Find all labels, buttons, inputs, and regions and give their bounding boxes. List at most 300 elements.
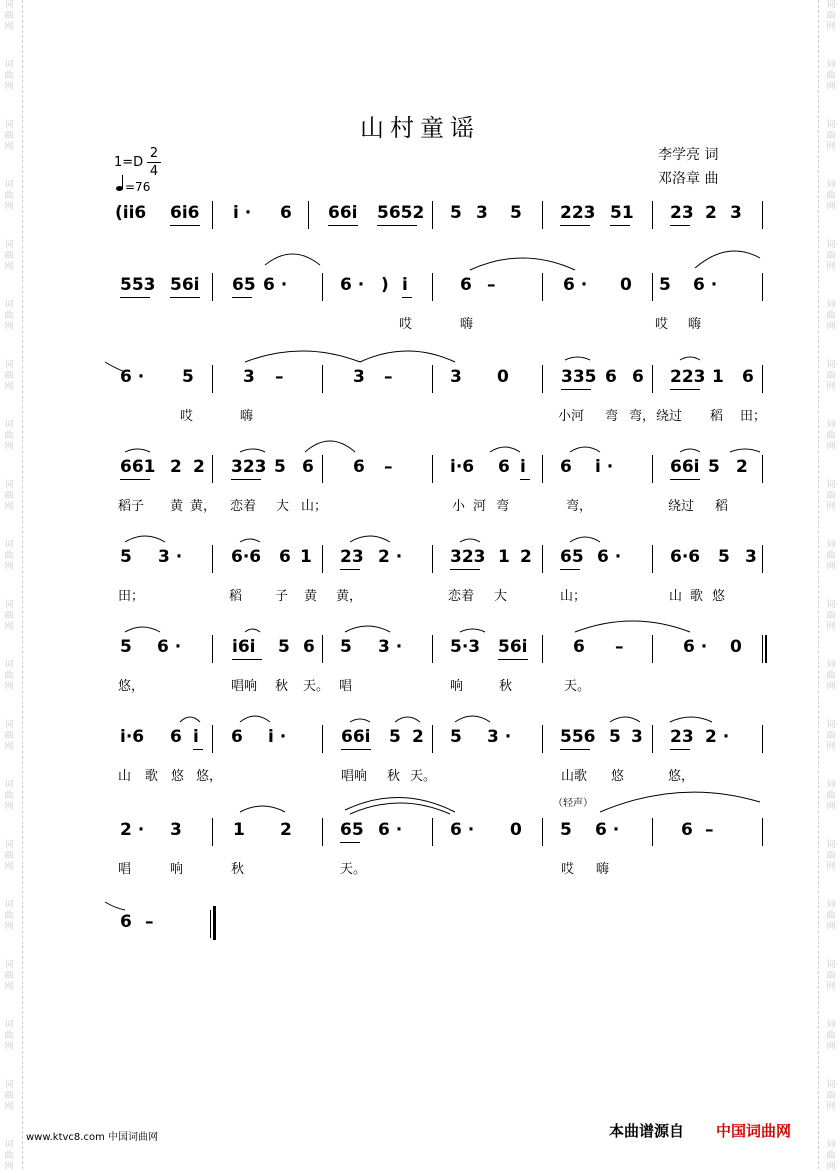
- note-group: 661: [120, 457, 156, 477]
- watermark-glyph: 曲: [4, 311, 14, 321]
- lyric: 悠，: [196, 769, 223, 784]
- lyric: 哎: [561, 862, 575, 877]
- lyric: 唱响: [231, 679, 258, 694]
- note-group: 5: [560, 820, 572, 840]
- watermark-glyph: 词: [826, 1020, 836, 1030]
- watermark-glyph: 曲: [826, 791, 836, 801]
- watermark-glyph: 网: [4, 502, 14, 512]
- note-group: 6: [632, 367, 644, 387]
- watermark-glyph: 曲: [826, 131, 836, 141]
- note-group: 5: [389, 727, 401, 747]
- lyric: 黄，: [190, 499, 217, 514]
- watermark-glyph: 词: [826, 600, 836, 610]
- lyric: 大: [276, 499, 290, 514]
- slur: [240, 449, 265, 452]
- watermark-glyph: 词: [4, 60, 14, 70]
- watermark-glyph: 词: [826, 480, 836, 490]
- slur: [570, 537, 600, 542]
- watermark-glyph: 词: [4, 360, 14, 370]
- watermark-glyph: 曲: [826, 191, 836, 201]
- lyric: 歌: [690, 589, 704, 604]
- slur: [460, 629, 485, 632]
- lyric: 山；: [301, 499, 328, 514]
- watermark-glyph: 网: [4, 562, 14, 572]
- note-group: 6: [170, 727, 182, 747]
- footer-brand: 中国词曲网: [716, 1122, 792, 1140]
- footer-source-label: 本曲谱源自: [609, 1122, 685, 1140]
- note-group: 223: [560, 203, 596, 223]
- watermark-glyph: 网: [826, 862, 836, 872]
- composer-credit: 邓洛章 曲: [658, 171, 719, 187]
- note-group: 6·6: [231, 547, 262, 567]
- watermark-glyph: 词: [4, 540, 14, 550]
- slur: [105, 902, 125, 910]
- note-group: i̇6i̇: [232, 637, 256, 657]
- slur: [245, 629, 260, 632]
- slur: [570, 447, 600, 452]
- note-group: 6: [498, 457, 510, 477]
- note-group: i̇ ·: [268, 727, 287, 747]
- lyric: 山: [118, 769, 132, 784]
- note-group: 2: [170, 457, 182, 477]
- watermark-glyph: 词: [826, 180, 836, 190]
- watermark-glyph: 曲: [4, 911, 14, 921]
- lyric: 天。: [340, 862, 367, 877]
- note-group: 6: [353, 457, 365, 477]
- watermark-glyph: 网: [826, 682, 836, 692]
- time-signature-top: 2: [149, 146, 159, 161]
- note-group: 556: [560, 727, 596, 747]
- lyric: 哎: [180, 409, 194, 424]
- lyric: 天。: [564, 679, 591, 694]
- watermark-glyph: 网: [4, 922, 14, 932]
- lyric: 唱: [118, 862, 132, 877]
- note-group: 5: [274, 457, 286, 477]
- watermark-glyph: 词: [4, 960, 14, 970]
- note-group: 323: [450, 547, 486, 567]
- note-group: 6 ·: [563, 275, 588, 295]
- watermark-glyph: 词: [826, 60, 836, 70]
- dynamics-annotation: （轻声）: [553, 798, 593, 809]
- note-group: 3: [730, 203, 742, 223]
- note-group: i̇: [520, 457, 526, 477]
- note-group: 0: [730, 637, 742, 657]
- watermark-glyph: 曲: [4, 131, 14, 141]
- watermark-glyph: 网: [4, 802, 14, 812]
- note-group: 6: [120, 912, 132, 932]
- note-group: 6 ·: [157, 637, 182, 657]
- watermark-glyph: 网: [4, 202, 14, 212]
- note-group: (i̇i̇6: [115, 203, 147, 223]
- watermark-glyph: 网: [4, 142, 14, 152]
- slur: [455, 716, 490, 722]
- note-group: 5·3: [450, 637, 481, 657]
- note-group: 6 ·: [340, 275, 365, 295]
- watermark-glyph: 网: [826, 82, 836, 92]
- note-group: 0: [497, 367, 509, 387]
- lyric: 稻: [715, 499, 729, 514]
- note-group: 5: [659, 275, 671, 295]
- watermark-glyph: 词: [826, 0, 836, 10]
- lyric: 哎: [655, 317, 669, 332]
- watermark-glyph: 曲: [4, 971, 14, 981]
- watermark-glyph: 网: [826, 742, 836, 752]
- watermark-glyph: 曲: [4, 671, 14, 681]
- watermark-glyph: 词: [4, 1020, 14, 1030]
- note-group: 1: [300, 547, 312, 567]
- watermark-glyph: 词: [4, 720, 14, 730]
- slur: [125, 449, 150, 452]
- lyric: 弯，: [566, 499, 593, 514]
- watermark-glyph: 曲: [4, 611, 14, 621]
- note-group: –: [384, 457, 393, 477]
- note-group: 5: [450, 203, 462, 223]
- watermark-glyph: 曲: [826, 551, 836, 561]
- note-group: 5: [120, 547, 132, 567]
- lyric: 恋着: [230, 499, 257, 514]
- note-group: 6: [231, 727, 243, 747]
- slur: [730, 449, 760, 452]
- watermark-glyph: 网: [826, 442, 836, 452]
- note-group: 56i̇: [498, 637, 528, 657]
- lyric: 悠: [611, 769, 625, 784]
- note-group: 6: [279, 547, 291, 567]
- note-group: 66i̇: [670, 457, 700, 477]
- watermark-glyph: 词: [4, 120, 14, 130]
- watermark-glyph: 曲: [4, 371, 14, 381]
- slur: [575, 621, 690, 632]
- watermark-glyph: 曲: [4, 71, 14, 81]
- watermark-glyph: 词: [826, 900, 836, 910]
- watermark-glyph: 曲: [4, 851, 14, 861]
- slur: [105, 362, 125, 372]
- page-title: 山村童谣: [360, 114, 480, 142]
- watermark-glyph: 词: [826, 1140, 836, 1150]
- watermark-glyph: 网: [4, 322, 14, 332]
- slur: [490, 447, 520, 452]
- watermark-glyph: 曲: [826, 671, 836, 681]
- note-group: 5: [510, 203, 522, 223]
- watermark-glyph: 网: [4, 442, 14, 452]
- note-group: –: [145, 912, 154, 932]
- slur: [350, 536, 390, 542]
- lyric: 子: [275, 589, 289, 604]
- note-group: –: [705, 820, 714, 840]
- watermark-glyph: 网: [826, 1102, 836, 1112]
- watermark-glyph: 词: [4, 180, 14, 190]
- note-group: 335: [561, 367, 597, 387]
- watermark-glyph: 网: [4, 862, 14, 872]
- slur: [670, 717, 712, 722]
- lyric: 哎: [399, 317, 413, 332]
- note-group: 6 ·: [263, 275, 288, 295]
- slur: [305, 441, 355, 452]
- key-signature: 1=D: [114, 155, 144, 170]
- note-group: 5: [182, 367, 194, 387]
- watermark-glyph: 词: [4, 240, 14, 250]
- watermark-glyph: 曲: [4, 491, 14, 501]
- watermark-glyph: 曲: [4, 11, 14, 21]
- watermark-glyph: 网: [826, 1162, 836, 1172]
- watermark-glyph: 词: [826, 840, 836, 850]
- watermark-glyph: 词: [4, 1140, 14, 1150]
- note-group: i̇·6: [120, 727, 145, 747]
- note-group: 3: [476, 203, 488, 223]
- slur: [240, 716, 270, 722]
- lyric: 弯: [496, 499, 510, 514]
- note-group: 5: [278, 637, 290, 657]
- watermark-glyph: 网: [4, 622, 14, 632]
- slur: [610, 717, 640, 722]
- watermark-glyph: 词: [826, 720, 836, 730]
- watermark-glyph: 曲: [826, 911, 836, 921]
- lyric: 田；: [740, 409, 767, 424]
- note-group: ): [381, 275, 389, 295]
- note-group: 6: [605, 367, 617, 387]
- watermark-glyph: 曲: [826, 311, 836, 321]
- watermark-glyph: 曲: [826, 1151, 836, 1161]
- watermark-glyph: 词: [4, 900, 14, 910]
- note-group: 6: [460, 275, 472, 295]
- note-group: 3: [745, 547, 757, 567]
- watermark-glyph: 曲: [826, 71, 836, 81]
- watermark-glyph: 网: [4, 742, 14, 752]
- watermark-glyph: 网: [4, 1102, 14, 1112]
- lyric: 秋: [499, 679, 513, 694]
- slur: [460, 539, 480, 542]
- watermark-glyph: 网: [4, 382, 14, 392]
- note-group: 6: [742, 367, 754, 387]
- note-group: 5: [718, 547, 730, 567]
- slur: [125, 627, 160, 632]
- note-group: 23: [670, 203, 694, 223]
- slur: [125, 536, 165, 542]
- watermark-glyph: 曲: [4, 191, 14, 201]
- lyric: 秋: [231, 862, 245, 877]
- slur: [360, 351, 455, 362]
- lyric: 恋着: [448, 589, 475, 604]
- note-group: i̇: [193, 727, 199, 747]
- lyric: 秋: [387, 769, 401, 784]
- note-group: –: [275, 367, 284, 387]
- watermark-glyph: 曲: [4, 1031, 14, 1041]
- watermark-glyph: 网: [826, 142, 836, 152]
- note-group: 3 ·: [487, 727, 512, 747]
- lyric: 天。: [303, 679, 330, 694]
- note-group: –: [384, 367, 393, 387]
- lyric: 绕过: [668, 499, 695, 514]
- watermark-glyph: 网: [4, 982, 14, 992]
- lyric: 河: [473, 499, 487, 514]
- lyric: 天。: [410, 769, 437, 784]
- lyric: 嗨: [460, 317, 474, 332]
- note-group: 5: [340, 637, 352, 657]
- watermark-glyph: 网: [826, 502, 836, 512]
- lyric: 歌: [145, 769, 159, 784]
- watermark-glyph: 曲: [826, 491, 836, 501]
- watermark-glyph: 网: [826, 802, 836, 812]
- lyric: 田；: [118, 589, 145, 604]
- lyric: 弯: [605, 409, 619, 424]
- lyric: 稻子: [118, 499, 145, 514]
- lyric: 稻: [229, 589, 243, 604]
- watermark-glyph: 网: [826, 202, 836, 212]
- watermark-glyph: 词: [4, 600, 14, 610]
- slur: [345, 626, 390, 632]
- watermark-glyph: 曲: [826, 731, 836, 741]
- lyric: 山歌: [561, 769, 588, 784]
- note-group: –: [487, 275, 496, 295]
- note-group: 6 ·: [595, 820, 620, 840]
- watermark-glyph: 网: [826, 562, 836, 572]
- watermark-glyph: 曲: [4, 791, 14, 801]
- watermark-glyph: 网: [4, 262, 14, 272]
- note-group: 2 ·: [378, 547, 403, 567]
- watermark-glyph: 词: [826, 360, 836, 370]
- slur: [350, 719, 370, 722]
- note-group: 6 ·: [597, 547, 622, 567]
- watermark-glyph: 词: [826, 960, 836, 970]
- watermark-glyph: 词: [826, 540, 836, 550]
- watermark-glyph: 词: [4, 480, 14, 490]
- watermark-glyph: 网: [826, 622, 836, 632]
- lyric: 大: [494, 589, 508, 604]
- watermark-glyph: 曲: [826, 251, 836, 261]
- note-group: 23: [340, 547, 364, 567]
- time-signature-bottom: 4: [149, 164, 159, 179]
- note-group: 2: [412, 727, 424, 747]
- note-group: 553: [120, 275, 156, 295]
- note-group: 3: [243, 367, 255, 387]
- watermark-glyph: 词: [4, 660, 14, 670]
- note-group: 56i̇: [170, 275, 200, 295]
- watermark-glyph: 曲: [4, 1091, 14, 1101]
- watermark-glyph: 曲: [4, 551, 14, 561]
- note-group: 3: [353, 367, 365, 387]
- note-group: 1: [233, 820, 245, 840]
- note-group: 6: [303, 637, 315, 657]
- note-group: 6 ·: [120, 367, 145, 387]
- lyric: 嗨: [688, 317, 702, 332]
- watermark-glyph: 网: [826, 922, 836, 932]
- note-group: 2: [705, 203, 717, 223]
- note-group: i̇ ·: [233, 203, 252, 223]
- watermark-glyph: 词: [4, 420, 14, 430]
- watermark-glyph: 曲: [4, 251, 14, 261]
- note-group: 6: [560, 457, 572, 477]
- lyric: 秋: [275, 679, 289, 694]
- note-group: 6: [573, 637, 585, 657]
- note-group: 6 ·: [683, 637, 708, 657]
- lyric: 悠: [712, 589, 726, 604]
- note-group: 2 ·: [705, 727, 730, 747]
- lyric: 黄: [170, 499, 184, 514]
- note-group: 6 ·: [693, 275, 718, 295]
- watermark-glyph: 词: [4, 1080, 14, 1090]
- note-group: 5: [450, 727, 462, 747]
- watermark-glyph: 网: [826, 262, 836, 272]
- watermark-glyph: 网: [826, 322, 836, 332]
- watermark-glyph: 曲: [826, 1091, 836, 1101]
- watermark-glyph: 词: [826, 780, 836, 790]
- watermark-glyph: 网: [4, 682, 14, 692]
- slur: [350, 803, 450, 814]
- note-group: 3 ·: [378, 637, 403, 657]
- watermark-glyph: 曲: [826, 371, 836, 381]
- note-group: –: [615, 637, 624, 657]
- watermark-glyph: 词: [4, 780, 14, 790]
- note-group: 5: [708, 457, 720, 477]
- note-group: 6: [302, 457, 314, 477]
- watermark-glyph: 曲: [826, 11, 836, 21]
- watermark-glyph: 网: [826, 22, 836, 32]
- note-group: 0: [510, 820, 522, 840]
- watermark-glyph: 网: [826, 382, 836, 392]
- note-group: 23: [670, 727, 694, 747]
- note-group: 6 ·: [450, 820, 475, 840]
- note-group: 65: [232, 275, 256, 295]
- note-group: 0: [620, 275, 632, 295]
- lyric: 响: [170, 862, 184, 877]
- slur: [240, 539, 260, 542]
- note-group: 3: [450, 367, 462, 387]
- slur: [265, 254, 320, 265]
- slur: [695, 251, 760, 268]
- watermark-glyph: 词: [4, 300, 14, 310]
- watermark-glyph: 词: [826, 300, 836, 310]
- lyricist-credit: 李学亮 词: [658, 147, 719, 163]
- watermark-glyph: 曲: [4, 431, 14, 441]
- slur: [240, 806, 285, 812]
- slur: [600, 792, 760, 812]
- watermark-glyph: 网: [826, 982, 836, 992]
- note-group: 65: [340, 820, 364, 840]
- lyric: 嗨: [596, 862, 610, 877]
- note-group: 2: [736, 457, 748, 477]
- note-group: 6·6: [670, 547, 701, 567]
- note-group: 2: [193, 457, 205, 477]
- note-group: 323: [231, 457, 267, 477]
- lyric: 悠，: [118, 679, 145, 694]
- lyric: 响: [450, 679, 464, 694]
- lyric: 悠，: [668, 769, 695, 784]
- note-group: 65: [560, 547, 584, 567]
- slur: [565, 357, 590, 360]
- watermark-glyph: 网: [4, 1162, 14, 1172]
- note-group: 223: [670, 367, 706, 387]
- note-group: 6 ·: [378, 820, 403, 840]
- lyric: 绕过: [656, 409, 683, 424]
- watermark-glyph: 网: [4, 82, 14, 92]
- note-group: 2 ·: [120, 820, 145, 840]
- lyric: 黄，: [336, 589, 363, 604]
- watermark-glyph: 词: [4, 0, 14, 10]
- watermark-glyph: 词: [826, 240, 836, 250]
- note-group: 51: [610, 203, 634, 223]
- note-group: 5: [609, 727, 621, 747]
- note-group: 6i̇6: [170, 203, 200, 223]
- tempo-value: =76: [125, 180, 151, 194]
- note-group: i̇ ·: [595, 457, 614, 477]
- lyric: 嗨: [240, 409, 254, 424]
- lyric: 唱: [339, 679, 353, 694]
- watermark-glyph: 曲: [4, 1151, 14, 1161]
- lyric: 山: [669, 589, 683, 604]
- watermark-glyph: 词: [826, 120, 836, 130]
- note-group: 1: [712, 367, 724, 387]
- watermark-glyph: 曲: [826, 1031, 836, 1041]
- note-group: 3: [631, 727, 643, 747]
